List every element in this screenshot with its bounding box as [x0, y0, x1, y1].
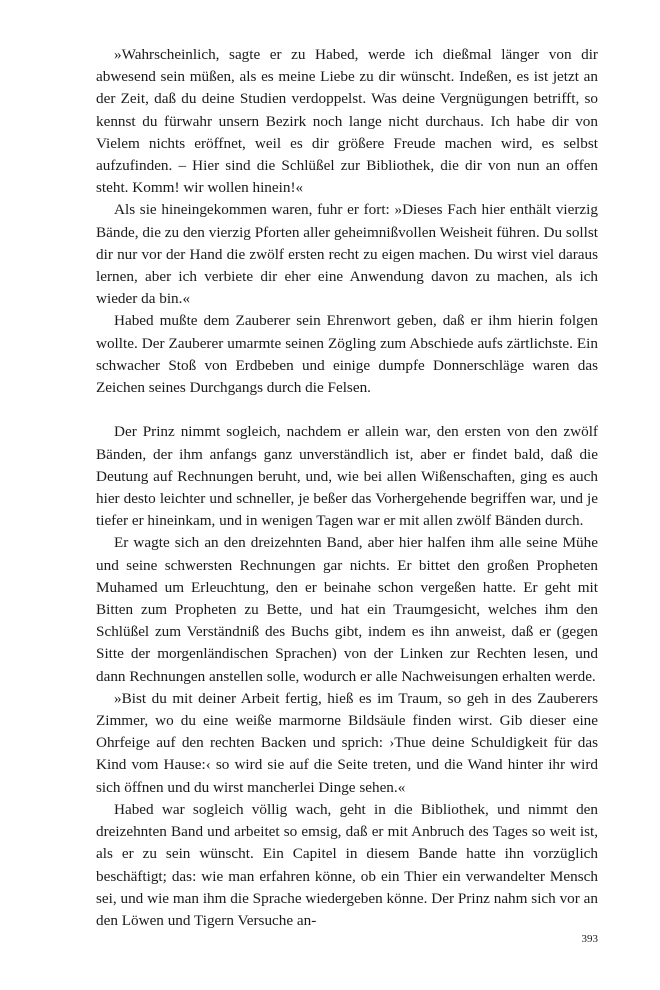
paragraph-4: Der Prinz nimmt sogleich, nachdem er allein war, den ersten von den zwölf Bänden, der ihm anfangs ganz unverständlich ist, aber er findet bald, daß die Deutung auf Rechnungen beruht, und, wie bei allen Wißenschaften, ging es auch hier desto leichter und schneller, je beßer das Vorhergehende begriffen war, und je tiefer er hineinkam, und in wenigen Tagen war er mit allen zwölf Bänden durch.	[96, 423, 598, 530]
body-text	[96, 44, 598, 932]
paragraph-2: Als sie hineingekommen waren, fuhr er fort: »Dieses Fach hier enthält vierzig Bände, die zu den vierzig Pforten aller geheimnißvollen Weisheit führen. Du sollst dir nur vor der Hand die zwölf ersten recht zu eigen machen. Du wirst viel daraus lernen, aber ich verbiete dir eher eine Anwendung davon zu machen, als ich wieder da bin.«	[96, 201, 598, 308]
paragraph-1: »Wahrscheinlich, sagte er zu Habed, werde ich dießmal länger von dir abwesend sein müßen, als es meine Liebe zu dir wünscht. Indeßen, es ist jetzt an der Zeit, daß du deine Studien verdoppelst. Was deine Vergnügungen betrifft, so kennst du fürwahr unsern Bezirk noch lange nicht durchaus. Ich habe dir von Vielem nichts eröffnet, weil es dir größere Freude machen wird, es selbst aufzufinden. – Hier sind die Schlüßel zur Bibliothek, die dir von nun an offen steht. Komm! wir wollen hinein!«	[96, 46, 598, 197]
paragraph-5: Er wagte sich an den dreizehnten Band, aber hier halfen ihm alle seine Mühe und seine schwersten Rechnungen gar nichts. Er bittet den großen Propheten Muhamed um Erleuchtung, den er beinahe schon vergeßen hatte. Er geht mit Bitten zum Propheten zu Bette, und hat ein Traumgesicht, welches ihm den Schlüßel zum Verständniß des Buchs gibt, indem es ihn anweist, daß er (gegen Sitte der morgenländischen Sprachen) von der Linken zur Rechten lesen, und dann Rechnungen anstellen solle, wodurch er alle Nachweisungen erhalten werde.	[96, 534, 598, 685]
paragraph-6: »Bist du mit deiner Arbeit fertig, hieß es im Traum, so geh in des Zauberers Zimmer, wo du eine weiße marmorne Bildsäule finden wirst. Gib dieser eine Ohrfeige auf den rechten Backen und sprich: ›Thue deine Schuldigkeit für das Kind vom Hause:‹ so wird sie auf die Seite treten, und die Wand hinter ihr wird sich öffnen und du wirst mancherlei Dinge sehen.«	[96, 689, 598, 796]
paragraph-3: Habed mußte dem Zauberer sein Ehrenwort geben, daß er ihm hierin folgen wollte. Der Zauberer umarmte seinen Zögling zum Abschiede aufs zärtlichste. Ein schwacher Stoß von Erdbeben und einige dumpfe Donnerschläge waren das Zeichen seines Durchgangs durch die Felsen.	[96, 312, 598, 397]
page-number: 393	[581, 933, 598, 945]
paragraph-7: Habed war sogleich völlig wach, geht in die Bibliothek, und nimmt den dreizehnten Band und arbeitet so emsig, daß er mit Anbruch des Tages so weit ist, als er zu sein wünscht. Ein Capitel in diesem Bande hatte ihn vorzüglich beschäftigt; das: wie man erfahren könne, ob ein Thier ein verwandelter Mensch sei, und wie man ihm die Sprache wiedergeben könne. Der Prinz nahm sich vor an den Löwen und Tigern Versuche an-	[96, 800, 598, 929]
